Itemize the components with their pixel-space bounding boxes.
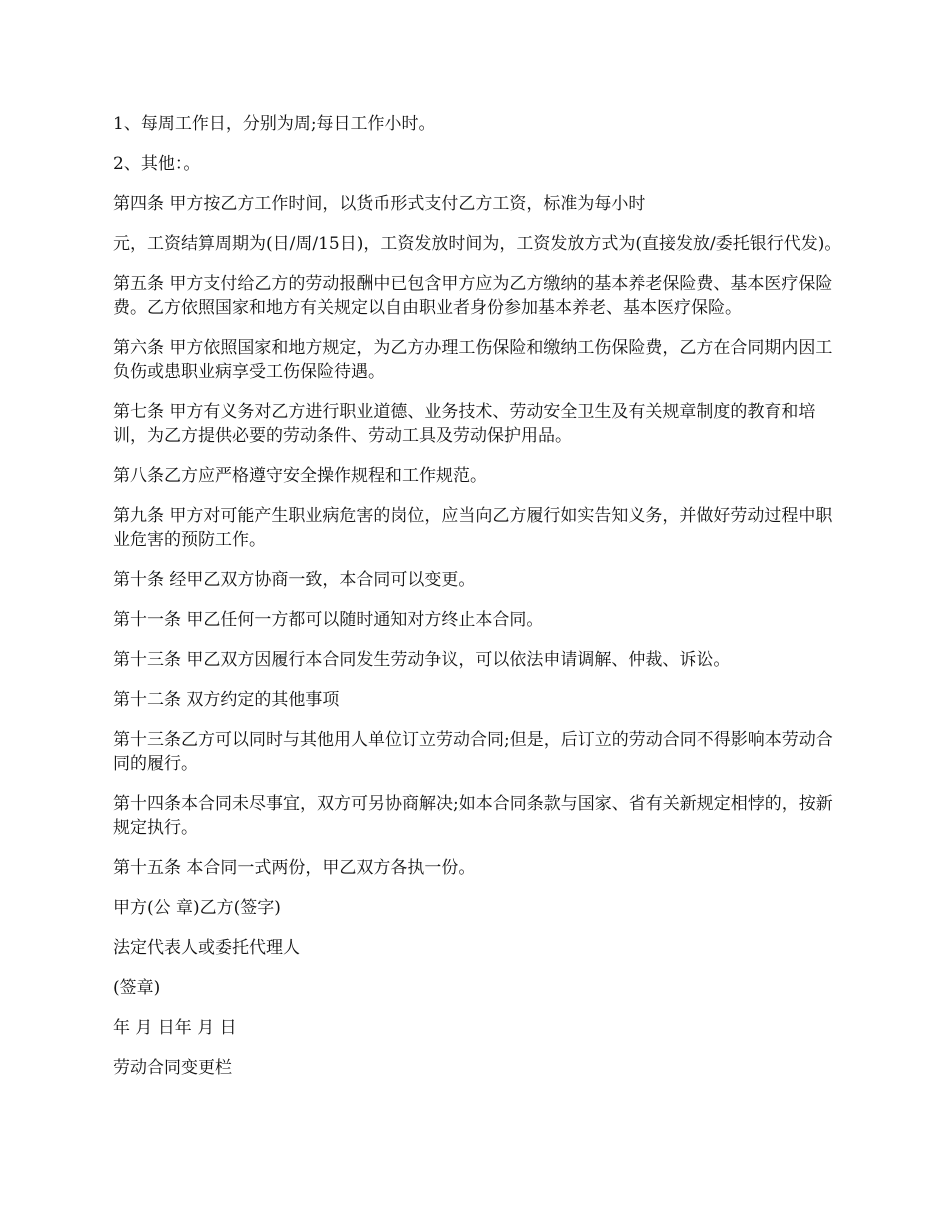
paragraph-article-13-dispute: 第十三条 甲乙双方因履行本合同发生劳动争议，可以依法申请调解、仲裁、诉讼。: [113, 650, 731, 670]
paragraph-article-14: 第十四条本合同未尽事宜，双方可另协商解决;如本合同条款与国家、省有关新规定相悖的，按新规定执行。: [113, 794, 833, 838]
paragraph-work-days: 1、每周工作日，分别为周;每日工作小时。: [113, 114, 436, 134]
contract-change-section-title: 劳动合同变更栏: [113, 1058, 232, 1078]
paragraph-article-12: 第十二条 双方约定的其他事项: [113, 690, 340, 710]
paragraph-article-10: 第十条 经甲乙双方协商一致，本合同可以变更。: [113, 570, 476, 590]
paragraph-article-11: 第十一条 甲乙任何一方都可以随时通知对方终止本合同。: [113, 610, 544, 630]
paragraph-other: 2、其他：。: [113, 154, 201, 174]
signature-parties-line: 甲方(公 章)乙方(签字): [113, 898, 281, 918]
paragraph-article-15: 第十五条 本合同一式两份，甲乙双方各执一份。: [113, 858, 476, 878]
signature-seal-line: (签章): [113, 978, 161, 998]
paragraph-article-8: 第八条乙方应严格遵守安全操作规程和工作规范。: [113, 466, 487, 486]
paragraph-article-4-continued: 元，工资结算周期为(日/周/15日)，工资发放时间为，工资发放方式为(直接发放/委托银行代发)。: [113, 234, 842, 254]
paragraph-article-5: 第五条 甲方支付给乙方的劳动报酬中已包含甲方应为乙方缴纳的基本养老保险费、基本医疗保险费。乙方依照国家和地方有关规定以自由职业者身份参加基本养老、基本医疗保险。: [113, 274, 833, 318]
paragraph-article-9: 第九条 甲方对可能产生职业病危害的岗位，应当向乙方履行如实告知义务，并做好劳动过程中职业危害的预防工作。: [113, 506, 833, 550]
legal-representative-line: 法定代表人或委托代理人: [113, 938, 300, 958]
date-line: 年 月 日年 月 日: [113, 1018, 237, 1038]
paragraph-article-6: 第六条 甲方依照国家和地方规定，为乙方办理工伤保险和缴纳工伤保险费，乙方在合同期内因工负伤或患职业病享受工伤保险待遇。: [113, 338, 833, 382]
paragraph-article-13-other-employer: 第十三条乙方可以同时与其他用人单位订立劳动合同;但是，后订立的劳动合同不得影响本劳动合同的履行。: [113, 730, 833, 774]
paragraph-article-4: 第四条 甲方按乙方工作时间，以货币形式支付乙方工资，标准为每小时: [113, 194, 646, 214]
paragraph-article-7: 第七条 甲方有义务对乙方进行职业道德、业务技术、劳动安全卫生及有关规章制度的教育和培训，为乙方提供必要的劳动条件、劳动工具及劳动保护用品。: [113, 402, 816, 446]
document-body: [113, 112, 843, 1096]
